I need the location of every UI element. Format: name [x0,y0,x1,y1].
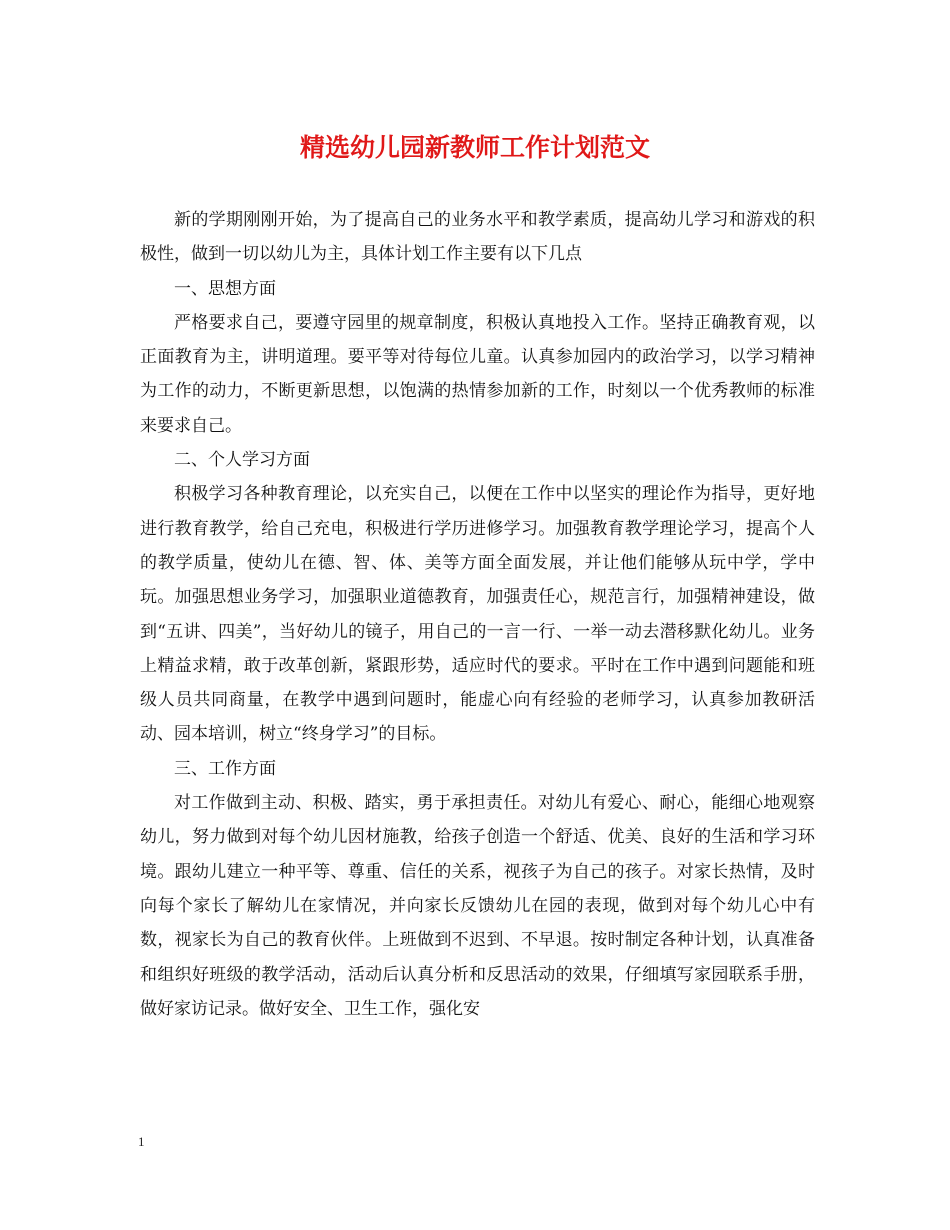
intro-paragraph: 新的学期刚刚开始，为了提高自己的业务水平和教学素质，提高幼儿学习和游戏的积极性，做到一切以幼儿为主，具体计划工作主要有以下几点 [140,210,815,265]
page-number: 1 [138,1134,145,1149]
section-heading-work: 三、工作方面 [174,758,276,779]
document-title: 精选幼儿园新教师工作计划范文 [299,133,650,162]
section-heading-thought: 一、思想方面 [174,278,276,299]
section-body-study: 积极学习各种教育理论，以充实自己，以便在工作中以坚实的理论作为指导，更好地进行教育教学，给自己充电，积极进行学历进修学习。加强教育教学理论学习，提高个人的教学质量，使幼儿在德、智、体、美等方面全面发展，并让他们能够从玩中学，学中玩。加强思想业务学习，加强职业道德教育，加强责任心，规范言行，加强精神建设，做到“五讲、四美”，当好幼儿的镜子，用自己的一言一行、一举一动去潜移默化幼儿。业务上精益求精，敢于改革创新，紧跟形势，适应时代的要求。平时在工作中遇到问题能和班级人员共同商量，在教学中遇到问题时，能虚心向有经验的老师学习，认真参加教研活动、园本培训，树立“终身学习”的目标。 [140,484,815,745]
section-body-work: 对工作做到主动、积极、踏实，勇于承担责任。对幼儿有爱心、耐心，能细心地观察幼儿，努力做到对每个幼儿因材施教，给孩子创造一个舒适、优美、良好的生活和学习环境。跟幼儿建立一种平等、尊重、信任的关系，视孩子为自己的孩子。对家长热情，及时向每个家长了解幼儿在家情况，并向家长反馈幼儿在园的表现，做到对每个幼儿心中有数，视家长为自己的教育伙伴。上班做到不迟到、不早退。按时制定各种计划，认真准备和组织好班级的教学活动，活动后认真分析和反思活动的效果，仔细填写家园联系手册，做好家访记录。做好安全、卫生工作，强化安 [140,793,815,1019]
section-heading-study: 二、个人学习方面 [174,450,310,471]
document-body [140,203,815,1026]
section-body-thought: 严格要求自己，要遵守园里的规章制度，积极认真地投入工作。坚持正确教育观，以正面教育为主，讲明道理。要平等对待每位儿童。认真参加园内的政治学习，以学习精神为工作的动力，不断更新思想，以饱满的热情参加新的工作，时刻以一个优秀教师的标准来要求自己。 [140,312,815,436]
